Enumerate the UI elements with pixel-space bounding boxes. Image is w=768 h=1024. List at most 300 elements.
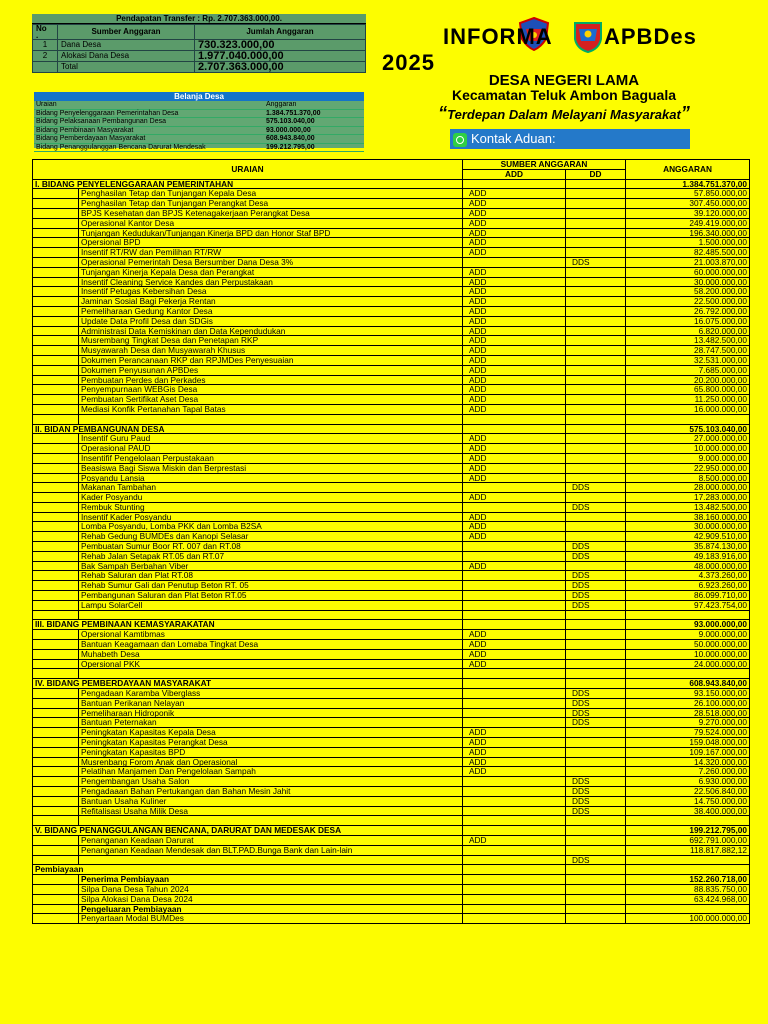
item-amount: 307.450.000,00 — [626, 199, 750, 209]
dd-cell — [566, 894, 626, 904]
dd-cell — [566, 346, 626, 356]
item-amount — [626, 855, 750, 865]
table-row — [33, 424, 750, 434]
indent-cell — [33, 571, 79, 581]
transfer-no — [33, 62, 58, 73]
indent-cell — [33, 483, 79, 493]
dd-cell — [566, 306, 626, 316]
table-row — [33, 796, 750, 806]
belanja-label: Bidang Pemberdayaan Masyarakat — [34, 135, 264, 144]
item-amount: 48.000.000,00 — [626, 561, 750, 571]
table-row — [33, 532, 750, 542]
item-amount: 13.482.500,00 — [626, 336, 750, 346]
item-label: Beasiswa Bagi Siswa Miskin dan Berprestasi — [79, 463, 463, 473]
add-cell: ADD — [463, 453, 566, 463]
table-row — [33, 414, 750, 424]
item-amount: 9.000.000,00 — [626, 453, 750, 463]
table-row — [33, 708, 750, 718]
item-label: Dokumen Perancanaan RKP dan RPJMDes Penyesuaian — [79, 355, 463, 365]
add-cell: ADD — [463, 512, 566, 522]
item-label — [79, 816, 463, 826]
item-label: Operasional Kantor Desa — [79, 218, 463, 228]
indent-cell — [33, 297, 79, 307]
table-row — [33, 689, 750, 699]
dd-cell: DDS — [566, 855, 626, 865]
page-title-part-2: APBDes — [604, 24, 697, 49]
belanja-label: Bidang Penanggulanggan Bencana Darurat Mendesak — [34, 143, 264, 152]
indent-cell — [33, 581, 79, 591]
table-row — [33, 600, 750, 610]
item-amount: 58.200.000,00 — [626, 287, 750, 297]
add-cell: ADD — [463, 306, 566, 316]
indent-cell — [33, 493, 79, 503]
indent-cell — [33, 738, 79, 748]
table-row — [33, 316, 750, 326]
table-row — [33, 610, 750, 620]
indent-cell — [33, 689, 79, 699]
item-label: Peningkatan Kapasitas Perangkat Desa — [79, 738, 463, 748]
item-label: Penanganan Keadaan Mendesak dan BLT.PAD.Bunga Bank dan Lain-lain — [79, 845, 463, 855]
dd-cell: DDS — [566, 571, 626, 581]
belanja-row — [34, 143, 364, 152]
table-row — [33, 767, 750, 777]
transfer-no: 1 — [33, 40, 58, 51]
item-label: Muhabeth Desa — [79, 649, 463, 659]
add-cell: ADD — [463, 248, 566, 258]
table-row — [33, 522, 750, 532]
item-label: Pengadaan Karamba Viberglass — [79, 689, 463, 699]
table-row — [33, 620, 750, 630]
item-label: Pembuatan Sumur Boor RT. 007 dan RT.08 — [79, 542, 463, 552]
indent-cell — [33, 718, 79, 728]
maluku-emblem-icon — [571, 19, 605, 53]
dd-cell: DDS — [566, 777, 626, 787]
dd-cell — [566, 473, 626, 483]
belanja-col-anggaran: Anggaran — [264, 101, 364, 109]
add-cell — [463, 777, 566, 787]
item-amount: 79.524.000,00 — [626, 728, 750, 738]
item-label: Penghasilan Tetap dan Tunjangan Kepala Desa — [79, 189, 463, 199]
transfer-col-source: Sumber Anggaran — [58, 25, 195, 40]
add-cell: ADD — [463, 238, 566, 248]
add-cell — [463, 826, 566, 836]
item-amount: 159.048.000,00 — [626, 738, 750, 748]
dd-cell: DDS — [566, 796, 626, 806]
item-amount: 42.909.510,00 — [626, 532, 750, 542]
item-amount: 7.260.000,00 — [626, 767, 750, 777]
transfer-source: Total — [58, 62, 195, 73]
table-row — [33, 218, 750, 228]
add-cell — [463, 894, 566, 904]
add-cell — [463, 610, 566, 620]
dd-cell — [566, 385, 626, 395]
add-cell: ADD — [463, 630, 566, 640]
add-cell — [463, 551, 566, 561]
indent-cell — [33, 894, 79, 904]
indent-cell — [33, 385, 79, 395]
table-row — [33, 787, 750, 797]
dd-cell — [566, 728, 626, 738]
dd-cell — [566, 826, 626, 836]
indent-cell — [33, 365, 79, 375]
item-label: Rembuk Stunting — [79, 502, 463, 512]
item-amount: 49.183.916,00 — [626, 551, 750, 561]
table-row — [33, 179, 750, 189]
indent-cell — [33, 649, 79, 659]
item-label: Rehab Jalan Setapak RT.05 dan RT.07 — [79, 551, 463, 561]
add-cell: ADD — [463, 522, 566, 532]
item-label: Lampu SolarCell — [79, 600, 463, 610]
dd-cell — [566, 512, 626, 522]
transfer-col-amount: Jumlah Anggaran — [195, 25, 366, 40]
table-row — [33, 248, 750, 258]
item-amount: 14.750.000,00 — [626, 796, 750, 806]
item-label: Bantuan Peternakan — [79, 718, 463, 728]
table-row — [33, 698, 750, 708]
item-label: Insentif Petugas Kebersihan Desa — [79, 287, 463, 297]
add-cell: ADD — [463, 326, 566, 336]
motto: “Terdepan Dalam Melayani Masyarakat” — [438, 103, 690, 123]
dd-cell — [566, 218, 626, 228]
item-amount: 32.531.000,00 — [626, 355, 750, 365]
item-amount: 20.200.000,00 — [626, 375, 750, 385]
table-row — [33, 777, 750, 787]
item-amount: 109.167.000,00 — [626, 747, 750, 757]
item-amount: 6.820.000,00 — [626, 326, 750, 336]
dd-cell — [566, 522, 626, 532]
table-row — [33, 835, 750, 845]
indent-cell — [33, 463, 79, 473]
add-cell: ADD — [463, 375, 566, 385]
belanja-col-uraian: Uraian — [34, 101, 264, 109]
add-cell — [463, 620, 566, 630]
add-cell — [463, 914, 566, 924]
contact-button[interactable] — [450, 129, 690, 149]
item-amount: 60.000.000,00 — [626, 267, 750, 277]
item-label: BPJS Kesehatan dan BPJS Ketenagakerjaan Perangkat Desa — [79, 208, 463, 218]
indent-cell — [33, 267, 79, 277]
add-cell: ADD — [463, 228, 566, 238]
dd-cell: DDS — [566, 551, 626, 561]
add-cell — [463, 708, 566, 718]
item-amount: 27.000.000,00 — [626, 434, 750, 444]
dd-cell — [566, 287, 626, 297]
indent-cell — [33, 375, 79, 385]
item-amount — [626, 610, 750, 620]
dd-cell: DDS — [566, 257, 626, 267]
dd-cell: DDS — [566, 698, 626, 708]
item-amount: 196.340.000,00 — [626, 228, 750, 238]
table-row — [33, 640, 750, 650]
section-amount: 93.000.000,00 — [626, 620, 750, 630]
indent-cell — [33, 835, 79, 845]
item-label: Tunjangan Kedudukan/Tunjangan Kinerja BPD dan Honor Staf BPD — [79, 228, 463, 238]
item-amount: 249.419.000,00 — [626, 218, 750, 228]
table-row — [33, 208, 750, 218]
add-cell: ADD — [463, 561, 566, 571]
item-label: Musyawarah Desa dan Musyawarah Khusus — [79, 346, 463, 356]
add-cell — [463, 718, 566, 728]
item-amount: 9.000.000,00 — [626, 630, 750, 640]
item-amount: 152.260.718,00 — [626, 875, 750, 885]
dd-cell — [566, 767, 626, 777]
add-cell — [463, 571, 566, 581]
dd-cell — [566, 326, 626, 336]
transfer-title: Pendapatan Transfer : Rp. 2.707.363.000,00. — [32, 14, 366, 24]
item-label: Opersional Kamtibmas — [79, 630, 463, 640]
transfer-row — [33, 62, 366, 73]
indent-cell — [33, 816, 79, 826]
indent-cell — [33, 316, 79, 326]
dd-cell: DDS — [566, 708, 626, 718]
add-cell — [463, 502, 566, 512]
add-cell: ADD — [463, 493, 566, 503]
page-title-year: 2025 — [382, 50, 435, 75]
item-amount: 118.817.882,12 — [626, 845, 750, 855]
item-label: Makanan Tambahan — [79, 483, 463, 493]
item-label: Update Data Profil Desa dan SDGis — [79, 316, 463, 326]
dd-cell: DDS — [566, 483, 626, 493]
add-cell: ADD — [463, 747, 566, 757]
belanja-row — [34, 118, 364, 127]
add-cell — [463, 904, 566, 914]
item-amount: 6.930.000,00 — [626, 777, 750, 787]
add-cell: ADD — [463, 835, 566, 845]
dd-cell — [566, 248, 626, 258]
indent-cell — [33, 434, 79, 444]
dd-cell: DDS — [566, 581, 626, 591]
table-row — [33, 747, 750, 757]
indent-cell — [33, 248, 79, 258]
item-label: Penyempurnaan WEBGis Desa — [79, 385, 463, 395]
add-cell: ADD — [463, 767, 566, 777]
item-amount: 30.000.000,00 — [626, 277, 750, 287]
item-label: Musrembang Tingkat Desa dan Penetapan RKP — [79, 336, 463, 346]
transfer-source: Dana Desa — [58, 40, 195, 51]
transfer-amount: 1.977.040.000,00 — [195, 51, 366, 62]
table-row — [33, 884, 750, 894]
table-row — [33, 395, 750, 405]
item-label: Musrenbang Forom Anak dan Operasional — [79, 757, 463, 767]
indent-cell — [33, 600, 79, 610]
add-cell — [463, 845, 566, 855]
add-cell — [463, 787, 566, 797]
table-row — [33, 581, 750, 591]
indent-cell — [33, 189, 79, 199]
add-cell — [463, 483, 566, 493]
indent-cell — [33, 346, 79, 356]
table-row — [33, 375, 750, 385]
belanja-label: Bidang Pembinaan Masyarakat — [34, 126, 264, 135]
item-amount: 22.950.000,00 — [626, 463, 750, 473]
dd-cell — [566, 208, 626, 218]
add-cell — [463, 816, 566, 826]
add-cell — [463, 257, 566, 267]
item-label: Silpa Alokasi Dana Desa 2024 — [79, 894, 463, 904]
dd-cell: DDS — [566, 718, 626, 728]
whatsapp-icon — [453, 133, 467, 147]
dd-cell — [566, 453, 626, 463]
table-row — [33, 287, 750, 297]
col-anggaran: ANGGARAN — [626, 160, 750, 180]
table-row — [33, 591, 750, 601]
add-cell — [463, 796, 566, 806]
item-label: Opersional BPD — [79, 238, 463, 248]
dd-cell — [566, 444, 626, 454]
table-row — [33, 434, 750, 444]
indent-cell — [33, 502, 79, 512]
item-amount: 63.424.968,00 — [626, 894, 750, 904]
dd-cell — [566, 757, 626, 767]
table-row — [33, 826, 750, 836]
item-label: Penerima Pembiayaan — [79, 875, 463, 885]
item-label: Insentif RT/RW dan Pemilihan RT/RW — [79, 248, 463, 258]
dd-cell — [566, 463, 626, 473]
add-cell — [463, 179, 566, 189]
table-row — [33, 238, 750, 248]
indent-cell — [33, 551, 79, 561]
add-cell: ADD — [463, 199, 566, 209]
dd-cell — [566, 316, 626, 326]
add-cell: ADD — [463, 444, 566, 454]
add-cell: ADD — [463, 287, 566, 297]
item-label: Insentifif Pengelolaan Perpustakaan — [79, 453, 463, 463]
section-amount: 575.103.040,00 — [626, 424, 750, 434]
add-cell — [463, 581, 566, 591]
table-row — [33, 894, 750, 904]
dd-cell — [566, 277, 626, 287]
add-cell — [463, 591, 566, 601]
indent-cell — [33, 708, 79, 718]
table-row — [33, 561, 750, 571]
item-amount: 16.075.000,00 — [626, 316, 750, 326]
indent-cell — [33, 630, 79, 640]
add-cell: ADD — [463, 316, 566, 326]
indent-cell — [33, 845, 79, 855]
indent-cell — [33, 326, 79, 336]
indent-cell — [33, 767, 79, 777]
dd-cell: DDS — [566, 600, 626, 610]
add-cell: ADD — [463, 277, 566, 287]
add-cell — [463, 865, 566, 875]
dd-cell — [566, 620, 626, 630]
item-amount: 65.800.000,00 — [626, 385, 750, 395]
item-label: Bantuan Keagamaan dan Lomaba Tingkat Desa — [79, 640, 463, 650]
table-row — [33, 855, 750, 865]
item-label: Tunjangan Kinerja Kepala Desa dan Perangkat — [79, 267, 463, 277]
table-row — [33, 228, 750, 238]
belanja-amount: 1.384.751.370,00 — [264, 109, 364, 118]
dd-cell — [566, 434, 626, 444]
item-label: Kader Posyandu — [79, 493, 463, 503]
table-row — [33, 306, 750, 316]
col-dd: DD — [566, 169, 626, 179]
dd-cell — [566, 835, 626, 845]
item-amount — [626, 669, 750, 679]
item-label — [79, 414, 463, 424]
dd-cell — [566, 238, 626, 248]
section-title: I. BIDANG PENYELENGGARAAN PEMERINTAHAN — [33, 179, 463, 189]
item-label: Bak Sampah Berbahan Viber — [79, 561, 463, 571]
section-amount: 199.212.795,00 — [626, 826, 750, 836]
section-amount: 1.384.751.370,00 — [626, 179, 750, 189]
item-amount: 1.500.000,00 — [626, 238, 750, 248]
item-amount: 38.400.000,00 — [626, 806, 750, 816]
dd-cell — [566, 532, 626, 542]
district-name: Kecamatan Teluk Ambon Baguala — [451, 87, 677, 103]
item-amount: 24.000.000,00 — [626, 659, 750, 669]
table-row — [33, 404, 750, 414]
item-amount: 21.003.870,00 — [626, 257, 750, 267]
table-row — [33, 483, 750, 493]
table-row — [33, 502, 750, 512]
item-amount: 30.000.000,00 — [626, 522, 750, 532]
indent-cell — [33, 904, 79, 914]
section-amount — [626, 865, 750, 875]
indent-cell — [33, 336, 79, 346]
dd-cell — [566, 493, 626, 503]
indent-cell — [33, 532, 79, 542]
table-row — [33, 297, 750, 307]
belanja-amount: 608.943.840,00 — [264, 135, 364, 144]
indent-cell — [33, 787, 79, 797]
add-cell: ADD — [463, 297, 566, 307]
indent-cell — [33, 444, 79, 454]
transfer-summary-box — [32, 14, 366, 72]
add-cell: ADD — [463, 346, 566, 356]
indent-cell — [33, 287, 79, 297]
table-row — [33, 365, 750, 375]
indent-cell — [33, 414, 79, 424]
indent-cell — [33, 591, 79, 601]
item-label: Jaminan Sosial Bagi Pekerja Rentan — [79, 297, 463, 307]
table-row — [33, 199, 750, 209]
item-label: Operasional Pemerintah Desa Bersumber Dana Desa 3% — [79, 257, 463, 267]
item-label — [79, 610, 463, 620]
item-label: Pengeluaran Pembiayaan — [79, 904, 463, 914]
item-label: Rehab Saluran dan Plat RT.08 — [79, 571, 463, 581]
add-cell: ADD — [463, 218, 566, 228]
indent-cell — [33, 914, 79, 924]
dd-cell — [566, 884, 626, 894]
indent-cell — [33, 238, 79, 248]
indent-cell — [33, 395, 79, 405]
item-label: Penyartaan Modal BUMDes — [79, 914, 463, 924]
item-label: Pengadaaan Bahan Pertukangan dan Bahan Mesin Jahit — [79, 787, 463, 797]
belanja-label: Bidang Pelaksanaan Pembangunan Desa — [34, 118, 264, 127]
add-cell: ADD — [463, 463, 566, 473]
indent-cell — [33, 855, 79, 865]
table-row — [33, 444, 750, 454]
indent-cell — [33, 698, 79, 708]
item-amount — [626, 414, 750, 424]
table-row — [33, 385, 750, 395]
table-row — [33, 493, 750, 503]
add-cell — [463, 414, 566, 424]
indent-cell — [33, 806, 79, 816]
page-title-part-1: INFORMA — [443, 24, 553, 49]
table-row — [33, 551, 750, 561]
item-label: Silpa Dana Desa Tahun 2024 — [79, 884, 463, 894]
table-row — [33, 571, 750, 581]
item-label: Pemeliharaan Gedung Kantor Desa — [79, 306, 463, 316]
col-add: ADD — [463, 169, 566, 179]
section-title: V. BIDANG PENANGGULANGAN BENCANA, DARURAT DAN MEDESAK DESA — [33, 826, 463, 836]
dd-cell — [566, 355, 626, 365]
add-cell: ADD — [463, 659, 566, 669]
dd-cell — [566, 669, 626, 679]
belanja-summary-box — [34, 92, 364, 151]
